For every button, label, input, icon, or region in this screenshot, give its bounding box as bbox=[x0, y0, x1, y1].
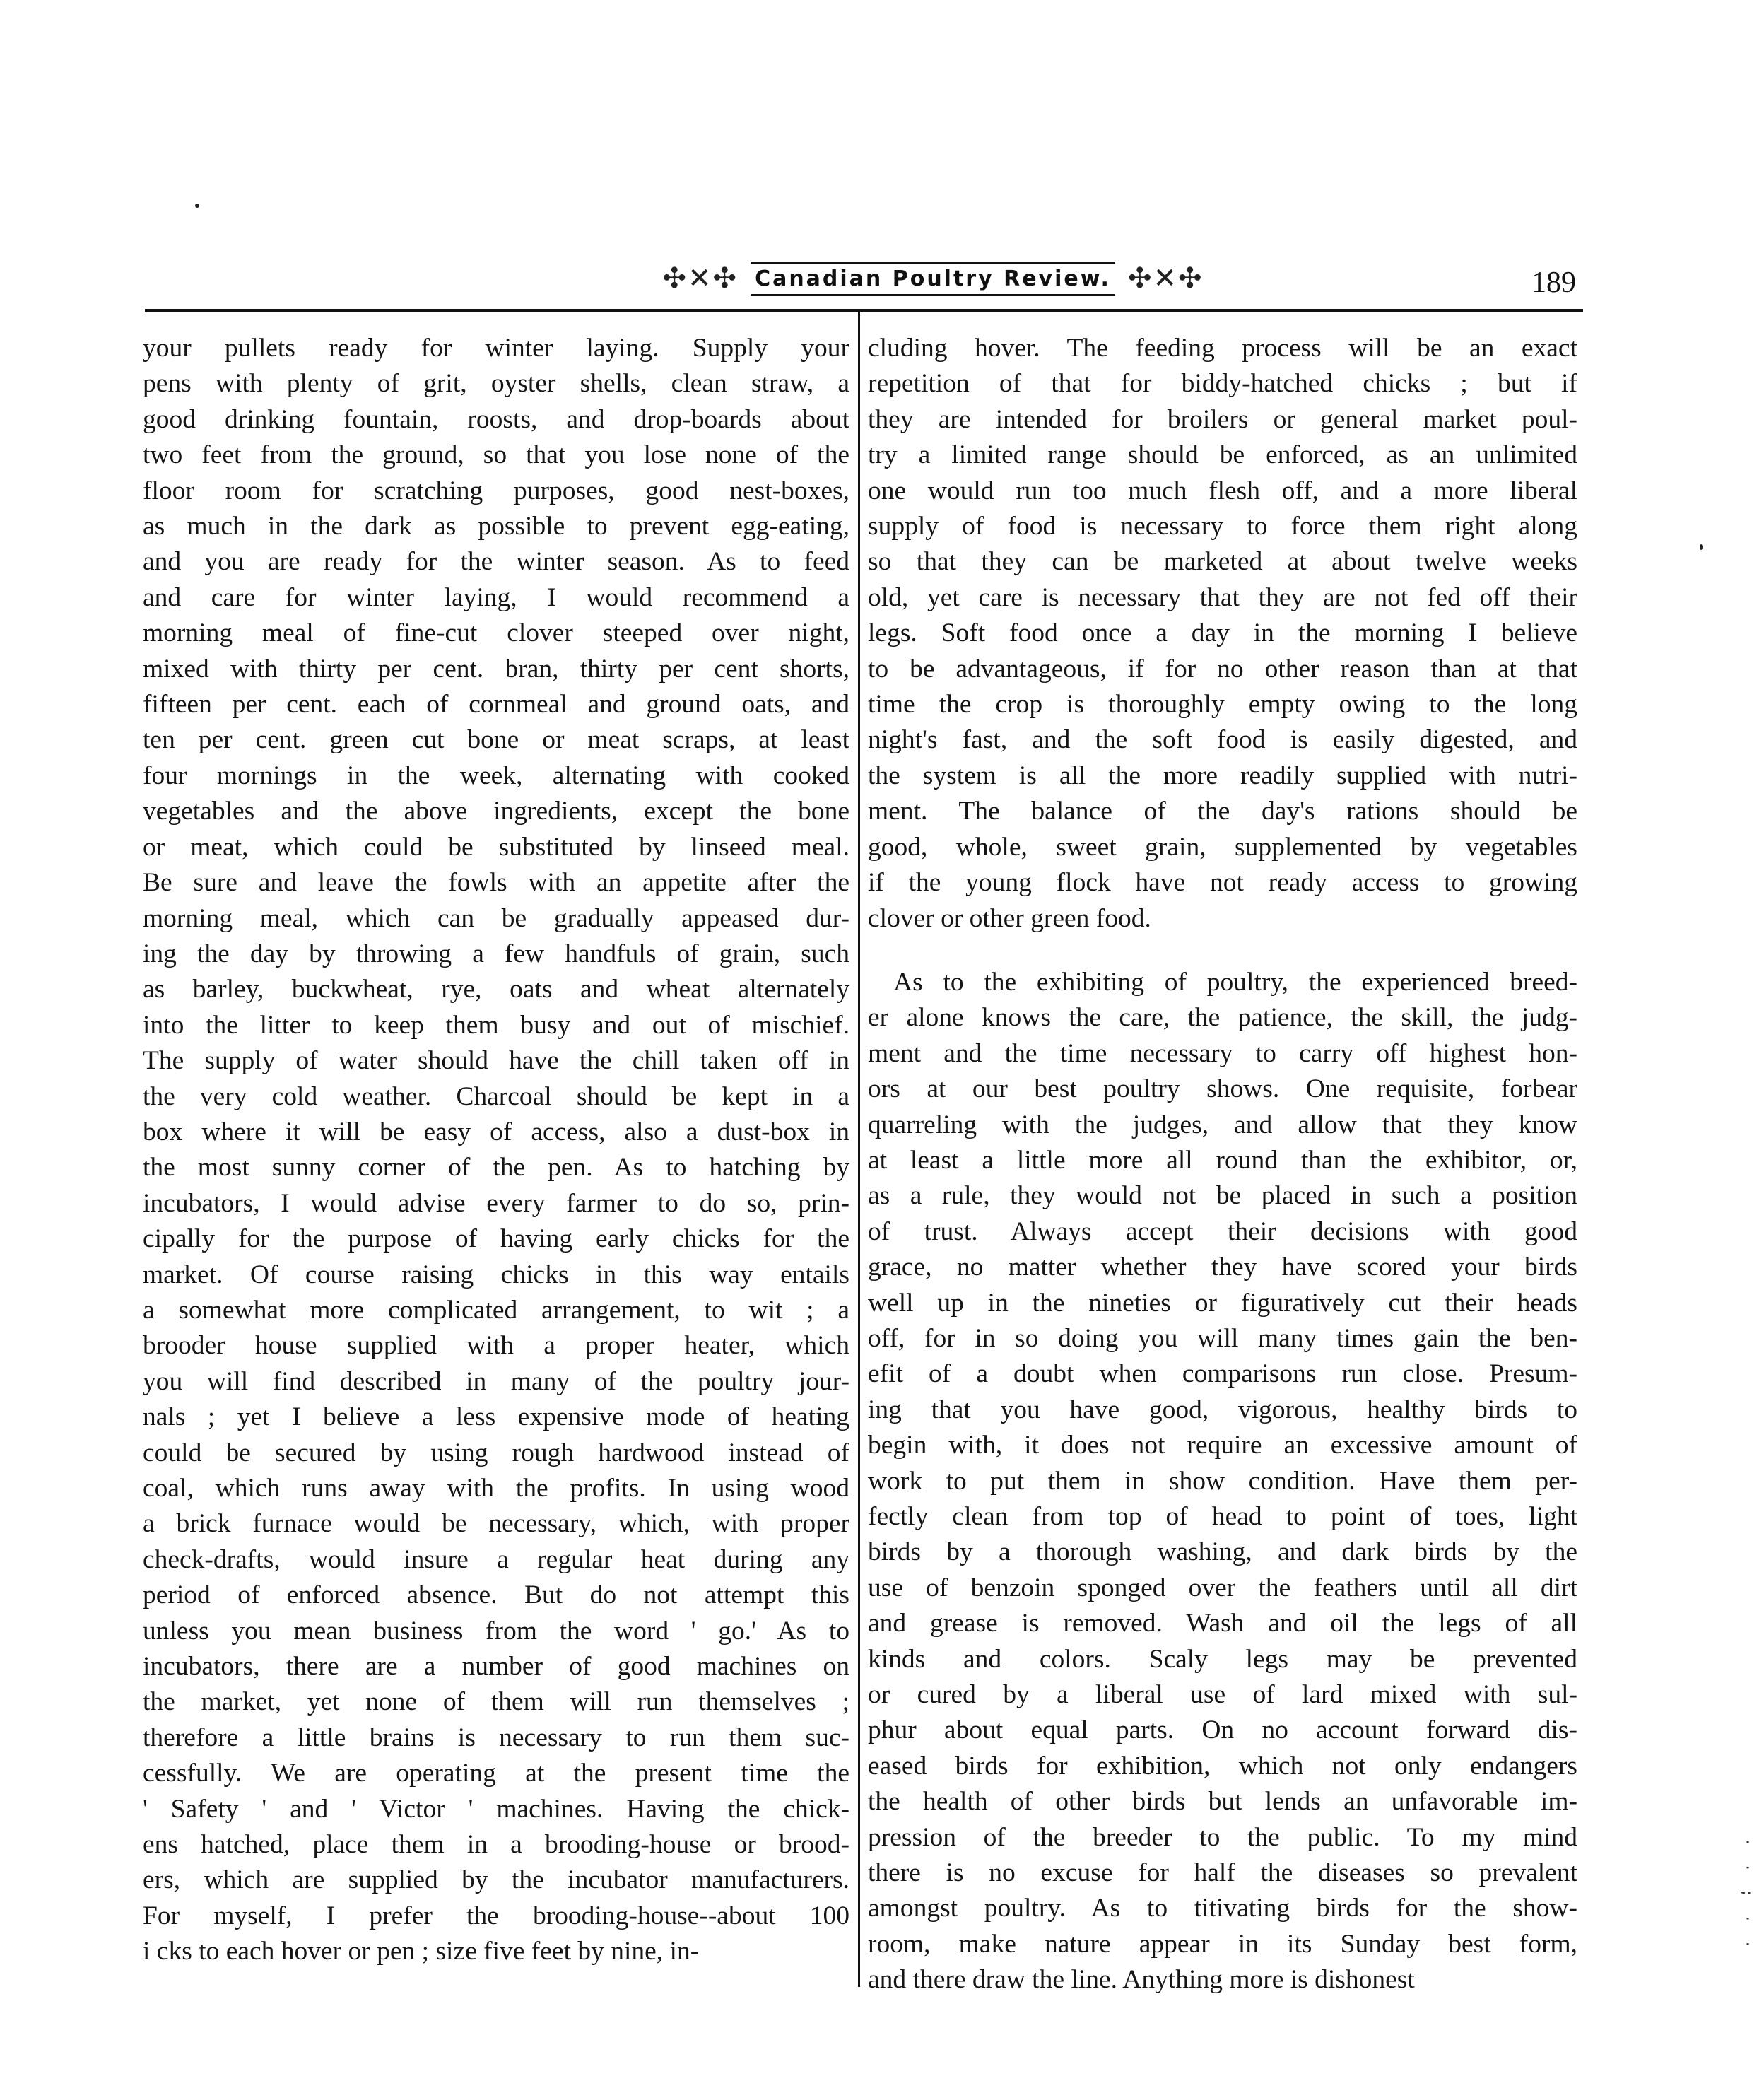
text-line: floor room for scratching purposes, good nest-boxes, bbox=[143, 476, 849, 505]
text-line: er alone knows the care, the patience, the skill, the judg- bbox=[868, 1003, 1577, 1033]
text-line: The supply of water should have the chill taken off in bbox=[143, 1046, 849, 1076]
text-line: or cured by a liberal use of lard mixed with sul- bbox=[868, 1680, 1577, 1710]
text-line: if the young flock have not ready access to growing bbox=[868, 868, 1577, 898]
text-line: pression of the breeder to the public. To my mind bbox=[868, 1822, 1577, 1852]
text-line: cipally for the purpose of having early chicks for the bbox=[143, 1224, 849, 1254]
text-line: the most sunny corner of the pen. As to hatching by bbox=[143, 1153, 849, 1183]
margin-specks: · · ; · · bbox=[1739, 1838, 1756, 1953]
text-line: ors at our best poultry shows. One requisite, forbear bbox=[868, 1074, 1577, 1104]
text-line: eased birds for exhibition, which not only endangers bbox=[868, 1751, 1577, 1781]
text-line: period of enforced absence. But do not attempt this bbox=[143, 1581, 849, 1610]
header-rule bbox=[145, 309, 1583, 312]
text-line: the health of other birds but lends an unfavorable im- bbox=[868, 1787, 1577, 1817]
text-line: clover or other green food. bbox=[868, 903, 1151, 933]
text-line: there is no excuse for half the diseases so prevalent bbox=[868, 1858, 1577, 1888]
text-line: brooder house supplied with a proper heater, which bbox=[143, 1331, 849, 1361]
text-line: work to put them in show condition. Have them per- bbox=[868, 1466, 1577, 1496]
text-line: a brick furnace would be necessary, which, with proper bbox=[143, 1509, 849, 1539]
text-line: they are intended for broilers or general market poul- bbox=[868, 404, 1577, 434]
text-line: ing the day by throwing a few handfuls of grain, such bbox=[143, 939, 849, 968]
text-line: Be sure and leave the fowls with an appetite after the bbox=[143, 868, 849, 898]
text-line: into the litter to keep them busy and out of mischief. bbox=[143, 1010, 849, 1040]
text-line: check-drafts, would insure a regular heat during any bbox=[143, 1544, 849, 1574]
text-line: market. Of course raising chicks in this way entails bbox=[143, 1260, 849, 1289]
column-divider bbox=[858, 312, 860, 1987]
masthead-title bbox=[751, 262, 1115, 296]
text-line: use of benzoin sponged over the feathers until all dirt bbox=[868, 1573, 1577, 1602]
page-header bbox=[141, 253, 1583, 304]
text-line: box where it will be easy of access, also a dust-box in bbox=[143, 1117, 849, 1147]
text-line: unless you mean business from the word ' go.' As to bbox=[143, 1616, 849, 1646]
ink-speck bbox=[195, 204, 199, 208]
text-line: at least a little more all round than the exhibitor, or, bbox=[868, 1145, 1577, 1175]
text-line: ers, which are supplied by the incubator manufacturers. bbox=[143, 1865, 849, 1895]
text-line: to be advantageous, if for no other reason than at that bbox=[868, 654, 1577, 684]
text-line: good drinking fountain, roosts, and drop-boards about bbox=[143, 404, 849, 434]
text-line: supply of food is necessary to force them right along bbox=[868, 512, 1577, 541]
text-line: repetition of that for biddy-hatched chicks ; but if bbox=[868, 369, 1577, 399]
text-line: so that they can be marketed at about twelve weeks bbox=[868, 547, 1577, 577]
text-line: therefore a little brains is necessary to run them suc- bbox=[143, 1723, 849, 1752]
text-line: ment and the time necessary to carry off highest hon- bbox=[868, 1038, 1577, 1068]
text-line: ens hatched, place them in a brooding-house or brood- bbox=[143, 1830, 849, 1860]
text-line: time the crop is thoroughly empty owing to the long bbox=[868, 690, 1577, 720]
text-line: night's fast, and the soft food is easily digested, and bbox=[868, 725, 1577, 755]
text-line: you will find described in many of the poultry jour- bbox=[143, 1366, 849, 1396]
text-line: incubators, there are a number of good machines on bbox=[143, 1652, 849, 1682]
text-line: legs. Soft food once a day in the morning I believe bbox=[868, 618, 1577, 648]
text-line: and there draw the line. Anything more is dishonest bbox=[868, 1965, 1415, 1995]
text-line: mixed with thirty per cent. bran, thirty per cent shorts, bbox=[143, 654, 849, 684]
text-line: morning meal, which can be gradually appeased dur- bbox=[143, 903, 849, 933]
text-line: as a rule, they would not be placed in such a position bbox=[868, 1181, 1577, 1211]
text-line: quarreling with the judges, and allow that they know bbox=[868, 1110, 1577, 1139]
ornament-left-icon: ✣✕✣ bbox=[662, 262, 739, 295]
text-line: kinds and colors. Scaly legs may be prevented bbox=[868, 1644, 1577, 1674]
text-line: begin with, it does not require an excessive amount of bbox=[868, 1431, 1577, 1460]
text-line: or meat, which could be substituted by linseed meal. bbox=[143, 832, 849, 862]
text-line: coal, which runs away with the profits. In using wood bbox=[143, 1474, 849, 1503]
text-line: well up in the nineties or figuratively cut their heads bbox=[868, 1288, 1577, 1318]
ornament-right-icon: ✣✕✣ bbox=[1127, 262, 1204, 295]
text-line: ing that you have good, vigorous, healthy birds to bbox=[868, 1395, 1577, 1424]
text-line: morning meal of fine-cut clover steeped over night, bbox=[143, 618, 849, 648]
text-line: incubators, I would advise every farmer to do so, prin- bbox=[143, 1188, 849, 1218]
text-line: as barley, buckwheat, rye, oats and wheat alternately bbox=[143, 975, 849, 1004]
text-line: As to the exhibiting of poultry, the experienced breed- bbox=[893, 967, 1577, 997]
text-line: vegetables and the above ingredients, except the bone bbox=[143, 797, 849, 826]
text-line: off, for in so doing you will many times gain the ben- bbox=[868, 1323, 1577, 1353]
text-line: ment. The balance of the day's rations should be bbox=[868, 797, 1577, 826]
text-line: old, yet care is necessary that they are not fed off their bbox=[868, 582, 1577, 612]
page-number: 189 bbox=[1531, 266, 1576, 299]
ink-speck bbox=[1700, 544, 1703, 550]
text-line: the very cold weather. Charcoal should be kept in a bbox=[143, 1081, 849, 1111]
text-line: room, make nature appear in its Sunday best form, bbox=[868, 1929, 1577, 1959]
text-line: as much in the dark as possible to prevent egg-eating, bbox=[143, 512, 849, 541]
text-line: of trust. Always accept their decisions with good bbox=[868, 1216, 1577, 1246]
paragraph bbox=[868, 331, 1577, 937]
text-line: four mornings in the week, alternating with cooked bbox=[143, 761, 849, 790]
text-line: and you are ready for the winter season. As to feed bbox=[143, 547, 849, 577]
paragraph bbox=[868, 965, 1577, 1998]
masthead bbox=[580, 253, 1286, 304]
paragraph bbox=[143, 331, 849, 1970]
text-line: ten per cent. green cut bone or meat scraps, at least bbox=[143, 725, 849, 755]
text-line: the system is all the more readily supplied with nutri- bbox=[868, 761, 1577, 790]
text-line: For myself, I prefer the brooding-house--about 100 bbox=[143, 1901, 849, 1930]
text-line: nals ; yet I believe a less expensive mode of heating bbox=[143, 1402, 849, 1432]
text-line: cessfully. We are operating at the present time the bbox=[143, 1759, 849, 1788]
text-line: fectly clean from top of head to point of toes, light bbox=[868, 1502, 1577, 1531]
text-line: pens with plenty of grit, oyster shells, clean straw, a bbox=[143, 369, 849, 399]
text-line: and care for winter laying, I would recommend a bbox=[143, 582, 849, 612]
right-column bbox=[868, 331, 1577, 1998]
text-line: try a limited range should be enforced, as an unlimited bbox=[868, 440, 1577, 470]
text-line: one would run too much flesh off, and a more liberal bbox=[868, 476, 1577, 505]
text-line: your pullets ready for winter laying. Supply your bbox=[143, 334, 849, 363]
text-line: grace, no matter whether they have scored your birds bbox=[868, 1253, 1577, 1282]
text-line: could be secured by using rough hardwood instead of bbox=[143, 1438, 849, 1467]
masthead-title-text: Canadian Poultry Review. bbox=[751, 262, 1115, 296]
text-line: good, whole, sweet grain, supplemented by vegetables bbox=[868, 832, 1577, 862]
text-line: fifteen per cent. each of cornmeal and ground oats, and bbox=[143, 690, 849, 720]
text-line: phur about equal parts. On no account forward dis- bbox=[868, 1716, 1577, 1745]
text-line: a somewhat more complicated arrangement, to wit ; a bbox=[143, 1295, 849, 1325]
left-column bbox=[143, 331, 849, 1970]
text-line: ' Safety ' and ' Victor ' machines. Having the chick- bbox=[143, 1794, 849, 1824]
text-line: i cks to each hover or pen ; size five feet by nine, in- bbox=[143, 1937, 700, 1966]
text-line: two feet from the ground, so that you lose none of the bbox=[143, 440, 849, 470]
text-line: efit of a doubt when comparisons run close. Presum- bbox=[868, 1359, 1577, 1389]
text-line: the market, yet none of them will run themselves ; bbox=[143, 1687, 849, 1717]
text-line: and grease is removed. Wash and oil the legs of all bbox=[868, 1609, 1577, 1638]
text-line: birds by a thorough washing, and dark birds by the bbox=[868, 1537, 1577, 1567]
text-line: amongst poultry. As to titivating birds for the show- bbox=[868, 1894, 1577, 1923]
text-line: cluding hover. The feeding process will be an exact bbox=[868, 334, 1577, 363]
